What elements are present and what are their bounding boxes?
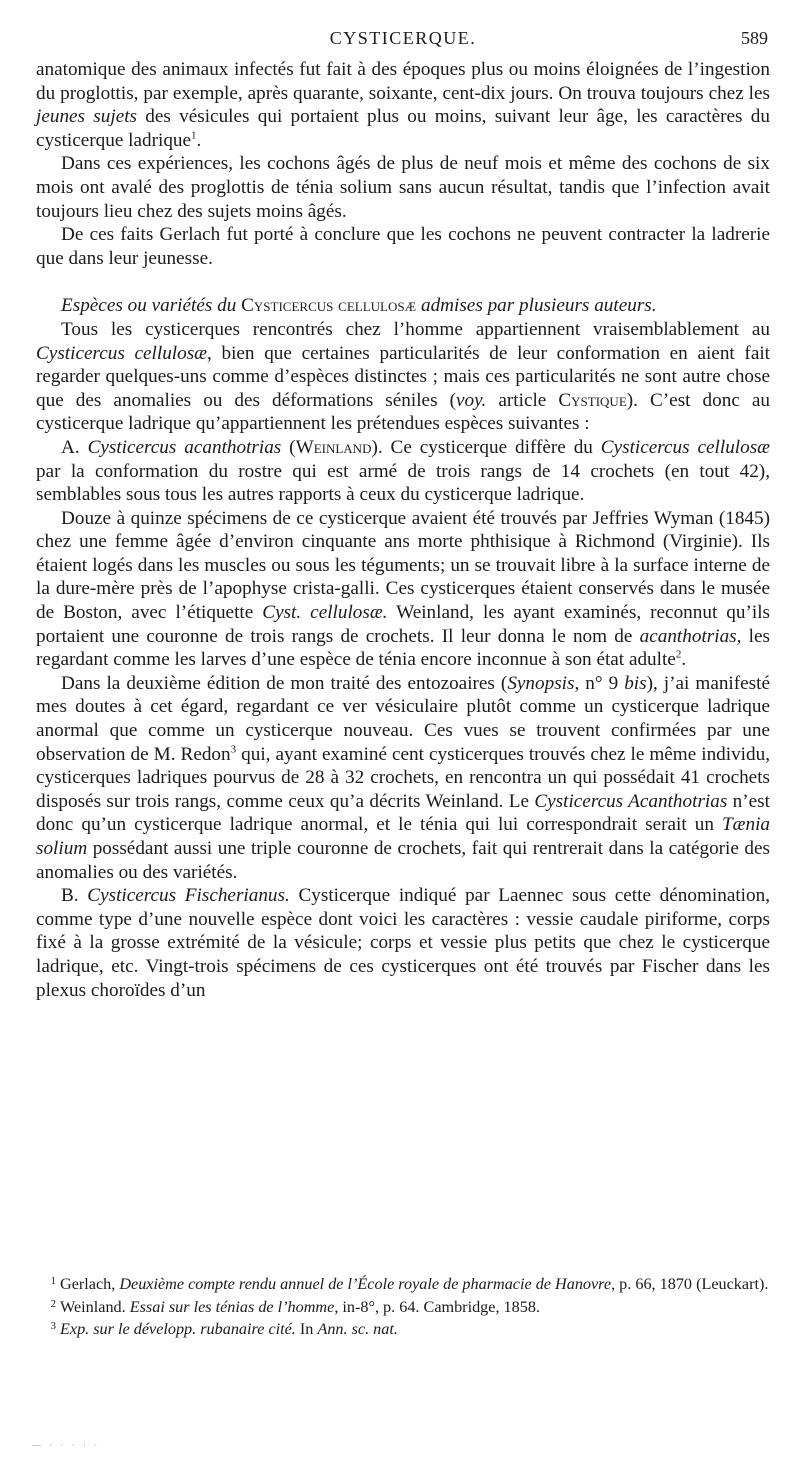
- paragraph-5-species-a: A. Cysticercus acanthotrias (Weinland). Ce cysticerque diffère du Cysticercus cellulosæ par la conformation du rostre qui est armé de trois rangs de 14 crochets (en tout 42), semblables sous tous les autres rapports à ceux du cysticerque ladrique.: [36, 436, 770, 506]
- page-body: [36, 28, 770, 1002]
- paragraph-4: Tous les cysticerques rencontrés chez l’homme appartiennent vraisemblablement au Cysticercus cellulosæ, bien que certaines particularités de leur conformation en aient fait regarder quelques-uns comme d’espèces distinctes ; mais ces particularités ne sont autre chose que des anomalies ou des déformations séniles (voy. article Cystique). C’est donc au cysticerque ladrique qu’appartiennent les prétendues espèces suivantes :: [36, 318, 770, 435]
- section-gap: [36, 270, 770, 294]
- footnote-ref-3[interactable]: 3: [230, 743, 237, 756]
- paragraph-3: De ces faits Gerlach fut porté à conclure que les cochons ne peuvent contracter la ladrerie que dans leur jeunesse.: [36, 224, 770, 269]
- footnote-1: 1 Gerlach, Deuxième compte rendu annuel de l’École royale de pharmacie de Hanovre, p. 66, 1870 (Leuckart).: [50, 1275, 769, 1293]
- page-number: 589: [741, 28, 768, 48]
- footnote-3: 3 Exp. sur le développ. rubanaire cité. In Ann. sc. nat.: [50, 1320, 398, 1338]
- running-header: [36, 28, 770, 58]
- paragraph-8-species-b: B. Cysticercus Fischerianus. Cysticerque indiqué par Laennec sous cette dénomination, comme type d’une nouvelle espèce dont voici les caractères : vessie caudale piriforme, corps fixé à la grosse extrémité de la vésicule; corps et vessie plus petits que chez le cysticerque ladrique, etc. Vingt-trois spécimens de ces cysticerques ont été trouvés par Fischer dans les plexus choroïdes d’un: [36, 885, 770, 1001]
- footnote-ref-2[interactable]: 2: [675, 648, 682, 661]
- paragraph-6: Douze à quinze spécimens de ce cysticerque avaient été trouvés par Jeffries Wyman (1845) chez une femme âgée d’environ cinquante ans morte phthisique à Richmond (Virginie). Ils étaient logés dans les muscles ou sous les téguments; un se trouvait libre à la surface interne de la dure-mère près de l’apophyse crista-galli. Ces cysticerques étaient conservés dans le musée de Boston, avec l’étiquette Cyst. cellulosæ. Weinland, les ayant examinés, reconnut qu’ils portaient une couronne de trois rangs de crochets. Il leur donna le nom de acanthotrias, les regardant comme les larves d’une espèce de ténia encore inconnue à son état adulte$^2$.: [36, 507, 770, 671]
- running-title: CYSTICERQUE.: [329, 28, 477, 48]
- paragraph-2: Dans ces expériences, les cochons âgés de plus de neuf mois et même des cochons de six mois ont avalé des proglottis de ténia solium sans aucun résultat, tandis que l’infection avait toujours lieu chez des sujets moins âgés.: [36, 153, 770, 222]
- footnote-2: 2 Weinland. Essai sur les ténias de l’homme, in-8°, p. 64. Cambridge, 1858.: [50, 1297, 540, 1316]
- paragraph-7: Dans la deuxième édition de mon traité des entozoaires (Synopsis, n° 9 bis), j’ai manifesté mes doutes à cet égard, regardant ce ver vésiculaire plutôt comme un cysticerque ladrique anormal que comme un cysticerque nouveau. Ces vues se trouvent confirmées par une observation de M. Redon$^3$ qui, ayant examiné cent cysticerques trouvés chez le même individu, cysticerques ladriques pourvus de 28 à 32 crochets, en rencontra un qui possédait 41 crochets disposés sur trois rangs, comme ceux qu’a décrits Weinland. Le Cysticercus Acanthotrias n’est donc qu’un cysticerque ladrique anormal, et le ténia qui lui correspondrait serait un Tænia solium possédant aussi une triple couronne de crochets, fait qui rentrerait dans la catégorie des anomalies ou des variétés.: [36, 672, 770, 883]
- footnotes: [36, 1272, 770, 1340]
- print-mark: — · · · · ·: [32, 1440, 101, 1450]
- section-heading: Espèces ou variétés du Cysticercus cellulosæ admises par plusieurs auteurs.: [61, 295, 657, 317]
- footnote-ref-1[interactable]: 1: [191, 129, 197, 142]
- paragraph-1: anatomique des animaux infectés fut fait à des époques plus ou moins éloignées de l’ingestion du proglottis, par exemple, après quarante, soixante, cent-dix jours. On trouva toujours chez les jeunes sujets des vésicules qui portaient plus ou moins, suivant leur âge, les caractères du cysticerque ladrique$^1$.: [36, 59, 770, 151]
